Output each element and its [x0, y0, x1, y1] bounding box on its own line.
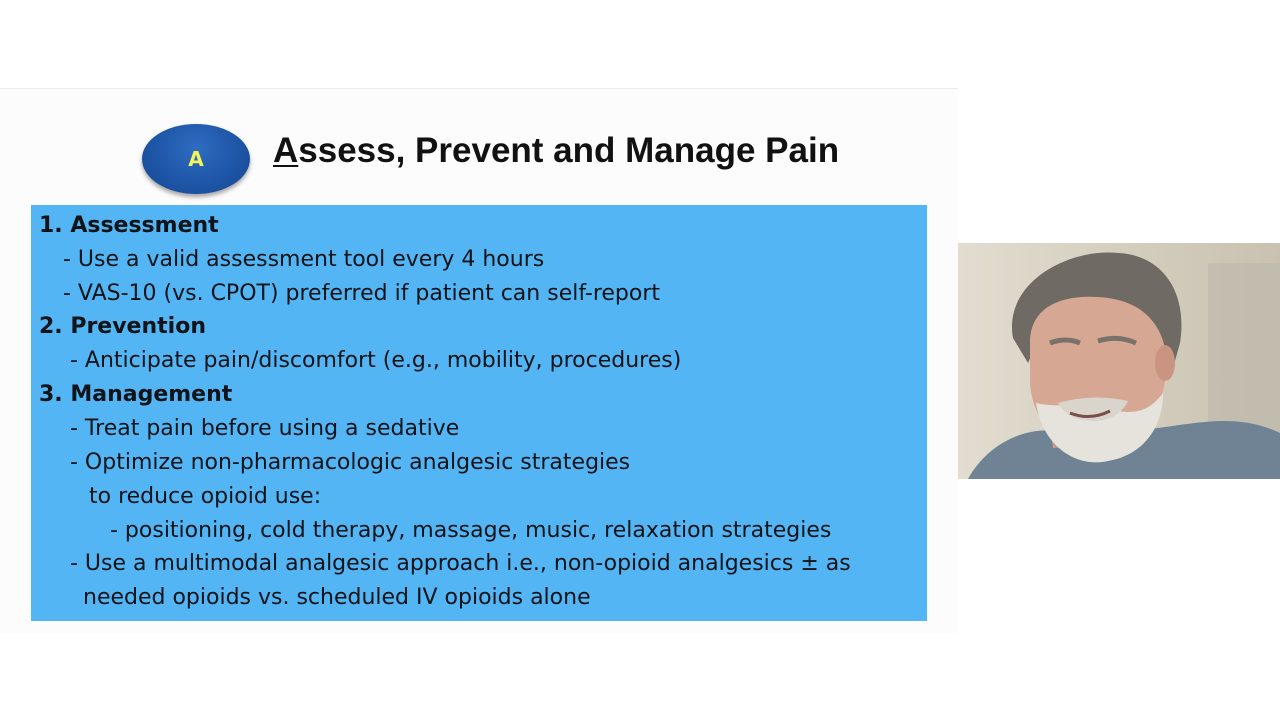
list-item: - Optimize non-pharmacologic analgesic strategies: [70, 450, 631, 475]
section-heading-prevention: 2. Prevention: [39, 314, 206, 339]
presentation-slide: [0, 88, 958, 633]
speaker-webcam-video: [958, 243, 1280, 479]
list-item: - Use a valid assessment tool every 4 hours: [63, 247, 545, 272]
list-item: - Anticipate pain/discomfort (e.g., mobility, procedures): [70, 348, 682, 373]
section-badge: [142, 124, 250, 194]
title-first-letter: A: [273, 131, 299, 170]
section-heading-management: 3. Management: [39, 382, 233, 407]
badge-letter: A: [188, 147, 204, 171]
list-item: to reduce opioid use:: [89, 484, 322, 509]
list-item: - Treat pain before using a sedative: [70, 416, 460, 441]
slide-title: [273, 130, 839, 172]
list-item: - Use a multimodal analgesic approach i.e., non-opioid analgesics ± as: [70, 551, 851, 576]
list-item: - positioning, cold therapy, massage, music, relaxation strategies: [110, 518, 832, 543]
speaker-webcam-icon: [958, 243, 1280, 479]
section-heading-assessment: 1. Assessment: [39, 213, 219, 238]
list-item: - VAS-10 (vs. CPOT) preferred if patient can self-report: [63, 281, 661, 306]
list-item: needed opioids vs. scheduled IV opioids alone: [83, 585, 591, 610]
content-box: [31, 205, 927, 621]
title-rest: ssess, Prevent and Manage Pain: [298, 131, 840, 170]
